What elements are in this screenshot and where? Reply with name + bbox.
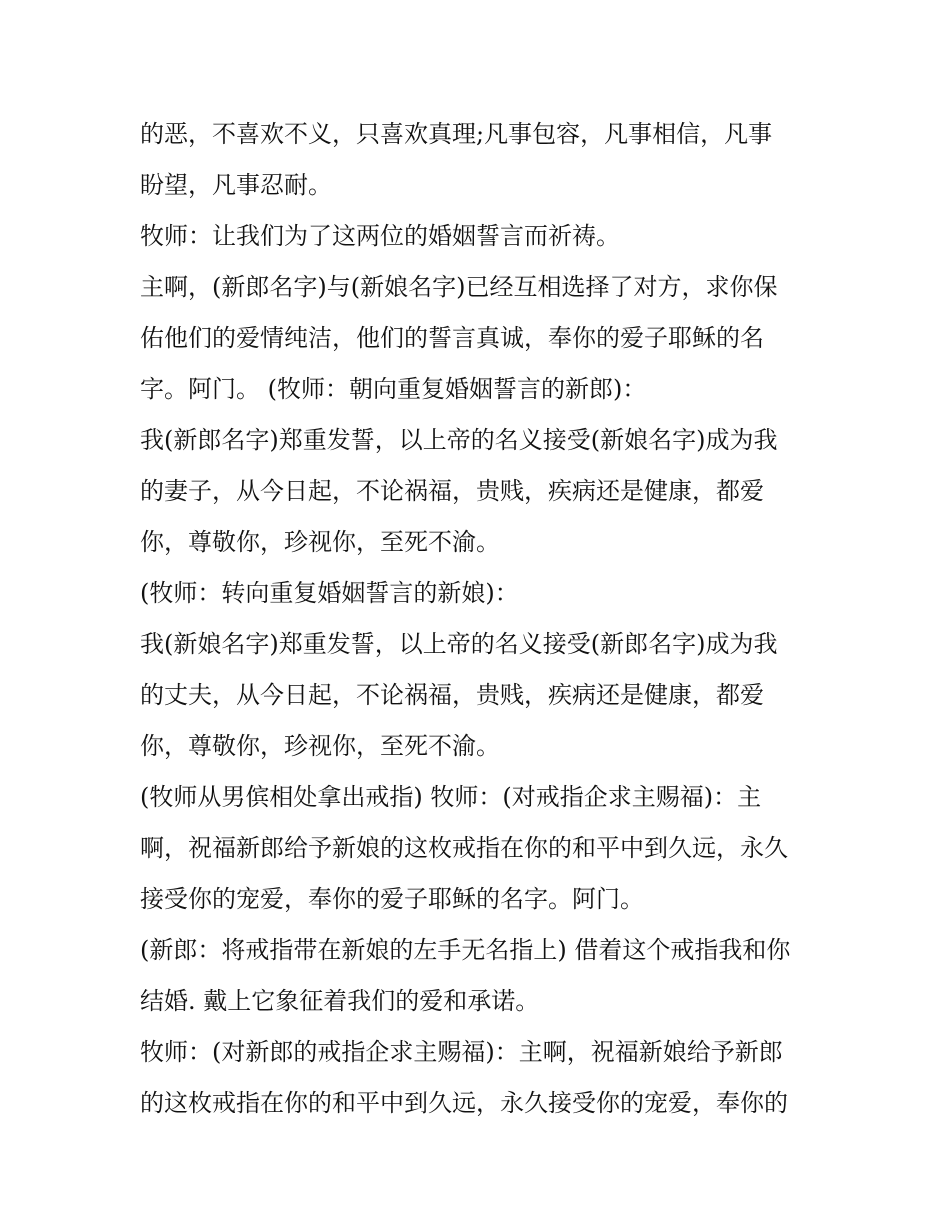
text-line: (新郎：将戒指带在新娘的左手无名指上) 借着这个戒指我和你 — [140, 936, 791, 964]
text-line: 主啊，(新郎名字)与(新娘名字)已经互相选择了对方，求你保 — [140, 273, 778, 301]
text-line: 我(新娘名字)郑重发誓，以上帝的名义接受(新郎名字)成为我 — [140, 630, 778, 658]
document-body — [140, 109, 830, 1129]
text-line: 的恶，不喜欢不义，只喜欢真理;凡事包容，凡事相信，凡事 — [140, 120, 773, 148]
text-line: 牧师：(对新郎的戒指企求主赐福)：主啊，祝福新娘给予新郎 — [140, 1038, 783, 1066]
text-line: 牧师：让我们为了这两位的婚姻誓言而祈祷。 — [140, 222, 620, 250]
text-line: 结婚. 戴上它象征着我们的爱和承诺。 — [140, 987, 540, 1015]
text-line: 的丈夫，从今日起，不论祸福，贵贱，疾病还是健康，都爱 — [140, 681, 764, 709]
text-line: (牧师：转向重复婚姻誓言的新娘)： — [140, 579, 519, 607]
text-line: 字。阿门。 (牧师：朝向重复婚姻誓言的新郎)： — [140, 375, 647, 403]
text-line: 我(新郎名字)郑重发誓，以上帝的名义接受(新娘名字)成为我 — [140, 426, 778, 454]
text-line: 你，尊敬你，珍视你，至死不渝。 — [140, 528, 500, 556]
text-line: 啊，祝福新郎给予新娘的这枚戒指在你的和平中到久远，永久 — [140, 834, 788, 862]
text-line: 你，尊敬你，珍视你，至死不渝。 — [140, 732, 500, 760]
text-line: 的妻子，从今日起，不论祸福，贵贱，疾病还是健康，都爱 — [140, 477, 764, 505]
text-line: (牧师从男傧相处拿出戒指) 牧师：(对戒指企求主赐福)：主 — [140, 783, 762, 811]
text-line: 盼望，凡事忍耐。 — [140, 171, 332, 199]
text-line: 的这枚戒指在你的和平中到久远，永久接受你的宠爱，奉你的 — [140, 1089, 788, 1117]
text-line: 接受你的宠爱，奉你的爱子耶稣的名字。阿门。 — [140, 885, 644, 913]
text-line: 佑他们的爱情纯洁，他们的誓言真诚，奉你的爱子耶稣的名 — [140, 324, 764, 352]
